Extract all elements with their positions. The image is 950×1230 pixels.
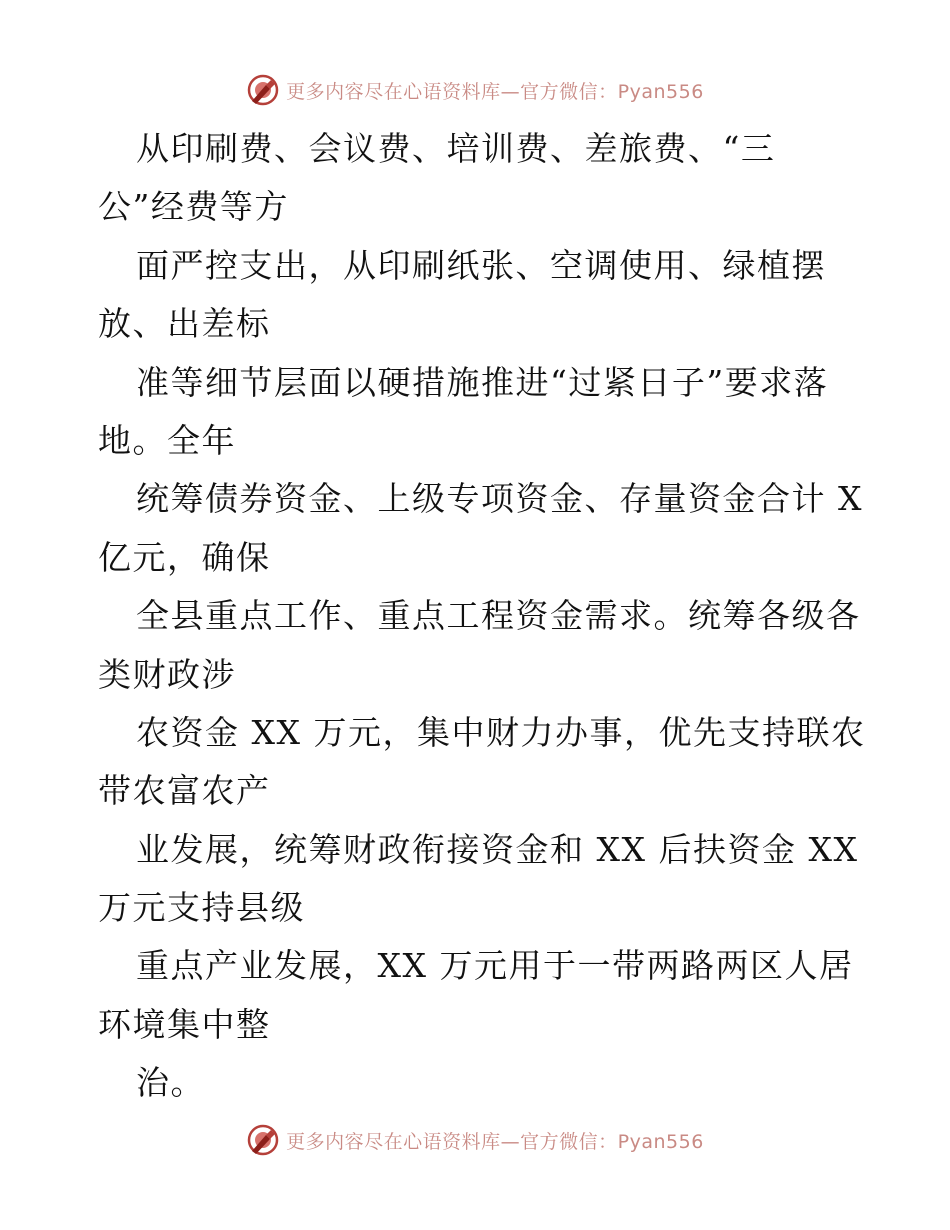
text-line: 带农富农产 (98, 771, 271, 811)
text-line: 地。全年 (98, 420, 236, 460)
pen-logo-icon (246, 73, 280, 107)
header-watermark-text: 更多内容尽在心语资料库—官方微信：Pyan556 (286, 80, 704, 103)
text-line: 万元支持县级 (98, 888, 305, 928)
text-line: 公”经费等方 (98, 187, 289, 227)
footer-watermark-text: 更多内容尽在心语资料库—官方微信：Pyan556 (286, 1130, 704, 1153)
text-line: 环境集中整 (98, 1004, 271, 1044)
header-watermark-banner (0, 70, 950, 110)
text-line: 业发展，统筹财政衔接资金和 XX 后扶资金 XX (136, 829, 859, 869)
text-line: 重点产业发展，XX 万元用于一带两路两区人居 (136, 946, 854, 986)
text-line: 放、出差标 (98, 304, 271, 344)
text-line: 统筹债券资金、上级专项资金、存量资金合计 X (136, 479, 863, 519)
text-line: 准等细节层面以硬措施推进“过紧日子”要求落 (136, 362, 829, 402)
text-line: 全县重点工作、重点工程资金需求。统筹各级各 (136, 596, 861, 636)
text-line: 治。 (136, 1063, 205, 1103)
text-line: 面严控支出，从印刷纸张、空调使用、绿植摆 (136, 245, 826, 285)
footer-watermark-banner (0, 1120, 950, 1160)
document-body (98, 120, 866, 1113)
text-line: 亿元，确保 (98, 537, 271, 577)
text-line: 类财政涉 (98, 654, 236, 694)
text-line: 从印刷费、会议费、培训费、差旅费、“三 (136, 129, 776, 168)
text-line: 农资金 XX 万元，集中财力办事，优先支持联农 (136, 712, 866, 752)
pen-logo-icon (246, 1123, 280, 1157)
